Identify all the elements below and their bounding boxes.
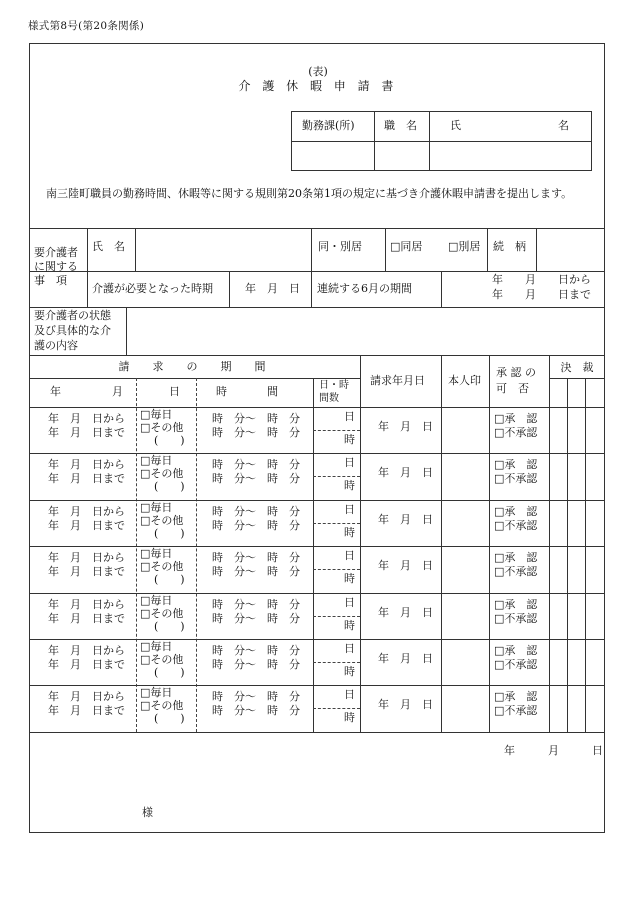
seal-field[interactable] (443, 687, 487, 729)
row-time-2: 時 分～ 時 分 (212, 611, 300, 625)
table-row (30, 500, 604, 546)
reject-option[interactable]: □不承認 (494, 565, 538, 579)
addressee-suffix: 様 (142, 806, 153, 819)
need-time-value: 年 月 日 (245, 282, 300, 295)
col-days-hours-2: 間数 (319, 393, 339, 404)
name-field[interactable] (432, 143, 590, 168)
row-time-2: 時 分～ 時 分 (212, 658, 300, 671)
relation-label: 続 柄 (493, 240, 526, 253)
option-other-detail: ( ) (154, 480, 185, 494)
row-from-date: 年 月 日から (48, 504, 125, 518)
position-label: 職 名 (384, 119, 417, 132)
row-to-date: 年 月 日まで (48, 658, 125, 671)
hour-unit: 時 (344, 525, 355, 539)
hour-unit: 時 (344, 665, 355, 678)
table-row (30, 546, 604, 592)
day-unit: 日 (344, 642, 355, 655)
day-unit: 日 (344, 502, 355, 516)
reject-option[interactable]: □不承認 (494, 518, 538, 532)
option-everyday[interactable]: □毎日 (140, 500, 173, 514)
seal-field[interactable] (443, 502, 487, 544)
seal-header: 本人印 (448, 374, 481, 387)
option-everyday[interactable]: □毎日 (140, 408, 173, 421)
form-frame (29, 43, 605, 833)
hour-unit: 時 (344, 711, 355, 725)
row-time-1: 時 分～ 時 分 (212, 412, 300, 425)
col-days-hours-1: 日・時 (319, 380, 349, 391)
row-request-date: 年 月 日 (378, 559, 433, 573)
care-section-label-1: 要介護者 (34, 246, 78, 259)
footer-date: 年 月 日 (504, 744, 603, 757)
row-to-date: 年 月 日まで (48, 704, 125, 718)
option-other[interactable]: □その他 (140, 699, 184, 713)
hour-unit: 時 (344, 618, 355, 632)
row-time-1: 時 分～ 時 分 (212, 458, 300, 472)
reject-option[interactable]: □不承認 (494, 704, 538, 718)
six-month-label: 連続する6月の期間 (317, 282, 412, 295)
seal-field[interactable] (443, 455, 487, 497)
front-label: (表) (308, 65, 328, 78)
option-other[interactable]: □その他 (140, 653, 184, 666)
table-row (30, 453, 604, 499)
hour-unit: 時 (344, 433, 355, 446)
cohab-label: 同・別居 (318, 240, 362, 253)
reject-option[interactable]: □不承認 (494, 658, 538, 671)
dept-label: 勤務課(所) (302, 119, 355, 132)
seal-field[interactable] (443, 548, 487, 590)
reject-option[interactable]: □不承認 (494, 611, 538, 625)
approve-option[interactable]: □承 認 (494, 597, 538, 611)
row-time-1: 時 分～ 時 分 (212, 690, 300, 704)
approve-option[interactable]: □承 認 (494, 690, 538, 704)
day-unit: 日 (344, 549, 355, 563)
approve-option[interactable]: □承 認 (494, 644, 538, 657)
row-time-1: 時 分～ 時 分 (212, 597, 300, 611)
row-to-date: 年 月 日まで (48, 472, 125, 486)
option-other-detail: ( ) (154, 526, 185, 540)
row-to-date: 年 月 日まで (48, 426, 125, 439)
row-time-2: 時 分～ 時 分 (212, 426, 300, 439)
name-label-right: 名 (558, 119, 569, 132)
row-time-2: 時 分～ 時 分 (212, 565, 300, 579)
row-request-date: 年 月 日 (378, 466, 433, 480)
approve-option[interactable]: □承 認 (494, 412, 538, 425)
condition-label-3: 護の内容 (34, 339, 78, 352)
row-from-date: 年 月 日から (48, 597, 125, 611)
option-other[interactable]: □その他 (140, 560, 184, 574)
six-month-from: 年 月 日から (492, 273, 591, 286)
six-month-to: 年 月 日まで (492, 288, 591, 301)
position-field[interactable] (377, 143, 427, 168)
col-time: 時 間 (216, 385, 284, 398)
row-from-date: 年 月 日から (48, 458, 125, 472)
cohab-option-same[interactable]: □同居 (390, 240, 423, 253)
form-number: 様式第8号(第20条関係) (28, 20, 145, 32)
hour-unit: 時 (344, 479, 355, 493)
option-other[interactable]: □その他 (140, 467, 184, 481)
option-other[interactable]: □その他 (140, 513, 184, 527)
seal-field[interactable] (443, 595, 487, 637)
row-time-2: 時 分～ 時 分 (212, 472, 300, 486)
col-month: 月 (112, 385, 123, 398)
row-request-date: 年 月 日 (378, 652, 433, 665)
relation-field[interactable] (538, 230, 602, 269)
applicant-box (291, 111, 592, 171)
approve-option[interactable]: □承 認 (494, 551, 538, 565)
row-from-date: 年 月 日から (48, 551, 125, 565)
option-other-detail: ( ) (154, 434, 185, 447)
need-time-label: 介護が必要となった時期 (92, 282, 213, 295)
care-name-label: 氏 名 (92, 240, 125, 253)
approval-header-1: 承 認 の (496, 366, 536, 379)
row-time-2: 時 分～ 時 分 (212, 518, 300, 532)
option-other[interactable]: □その他 (140, 606, 184, 620)
option-other-detail: ( ) (154, 619, 185, 633)
col-year: 年 (50, 385, 61, 398)
option-everyday[interactable]: □毎日 (140, 454, 173, 468)
row-request-date: 年 月 日 (378, 605, 433, 619)
row-request-date: 年 月 日 (378, 512, 433, 526)
reject-option[interactable]: □不承認 (494, 472, 538, 486)
condition-label-2: 及び具体的な介 (34, 324, 111, 337)
cohab-option-separate[interactable]: □別居 (448, 240, 481, 253)
dept-field[interactable] (294, 143, 372, 168)
day-unit: 日 (344, 410, 355, 423)
form-title: 介 護 休 暇 申 請 書 (238, 79, 398, 93)
care-section-label-3: 事 項 (34, 274, 67, 287)
approve-option[interactable]: □承 認 (494, 458, 538, 472)
row-time-2: 時 分～ 時 分 (212, 704, 300, 718)
row-request-date: 年 月 日 (378, 698, 433, 712)
condition-label-1: 要介護者の状態 (34, 309, 111, 322)
option-other[interactable]: □その他 (140, 421, 184, 434)
name-label-left: 氏 (450, 119, 461, 132)
option-everyday[interactable]: □毎日 (140, 593, 173, 607)
request-date-header: 請求年月日 (370, 374, 425, 387)
seal-field[interactable] (443, 641, 487, 683)
row-from-date: 年 月 日から (48, 644, 125, 657)
row-time-1: 時 分～ 時 分 (212, 644, 300, 657)
approval-header-2: 可 否 (496, 382, 529, 395)
care-name-field[interactable] (137, 230, 309, 269)
decision-header: 決 裁 (560, 361, 594, 374)
col-day: 日 (169, 385, 180, 398)
option-everyday[interactable]: □毎日 (140, 686, 173, 700)
option-other-detail: ( ) (154, 712, 185, 726)
condition-field[interactable] (128, 309, 602, 353)
row-to-date: 年 月 日まで (48, 611, 125, 625)
hour-unit: 時 (344, 572, 355, 586)
reject-option[interactable]: □不承認 (494, 426, 538, 439)
option-everyday[interactable]: □毎日 (140, 640, 173, 653)
approve-option[interactable]: □承 認 (494, 504, 538, 518)
option-other-detail: ( ) (154, 573, 185, 587)
row-to-date: 年 月 日まで (48, 565, 125, 579)
row-request-date: 年 月 日 (378, 420, 433, 433)
day-unit: 日 (344, 456, 355, 470)
row-time-1: 時 分～ 時 分 (212, 551, 300, 565)
row-from-date: 年 月 日から (48, 412, 125, 425)
day-unit: 日 (344, 688, 355, 702)
day-unit: 日 (344, 595, 355, 609)
option-everyday[interactable]: □毎日 (140, 547, 173, 561)
table-row (30, 407, 604, 453)
request-period-header: 請 求 の 期 間 (118, 360, 272, 373)
option-other-detail: ( ) (154, 666, 185, 679)
table-row (30, 593, 604, 639)
table-row (30, 639, 604, 685)
table-row (30, 685, 604, 731)
row-to-date: 年 月 日まで (48, 518, 125, 532)
row-from-date: 年 月 日から (48, 690, 125, 704)
statement-text: 南三陸町職員の勤務時間、休暇等に関する規則第20条第1項の規定に基づき介護休暇申請書を提出します。 (46, 187, 573, 200)
care-section-label-2: に関する (34, 260, 78, 273)
seal-field[interactable] (443, 409, 487, 451)
row-time-1: 時 分～ 時 分 (212, 504, 300, 518)
